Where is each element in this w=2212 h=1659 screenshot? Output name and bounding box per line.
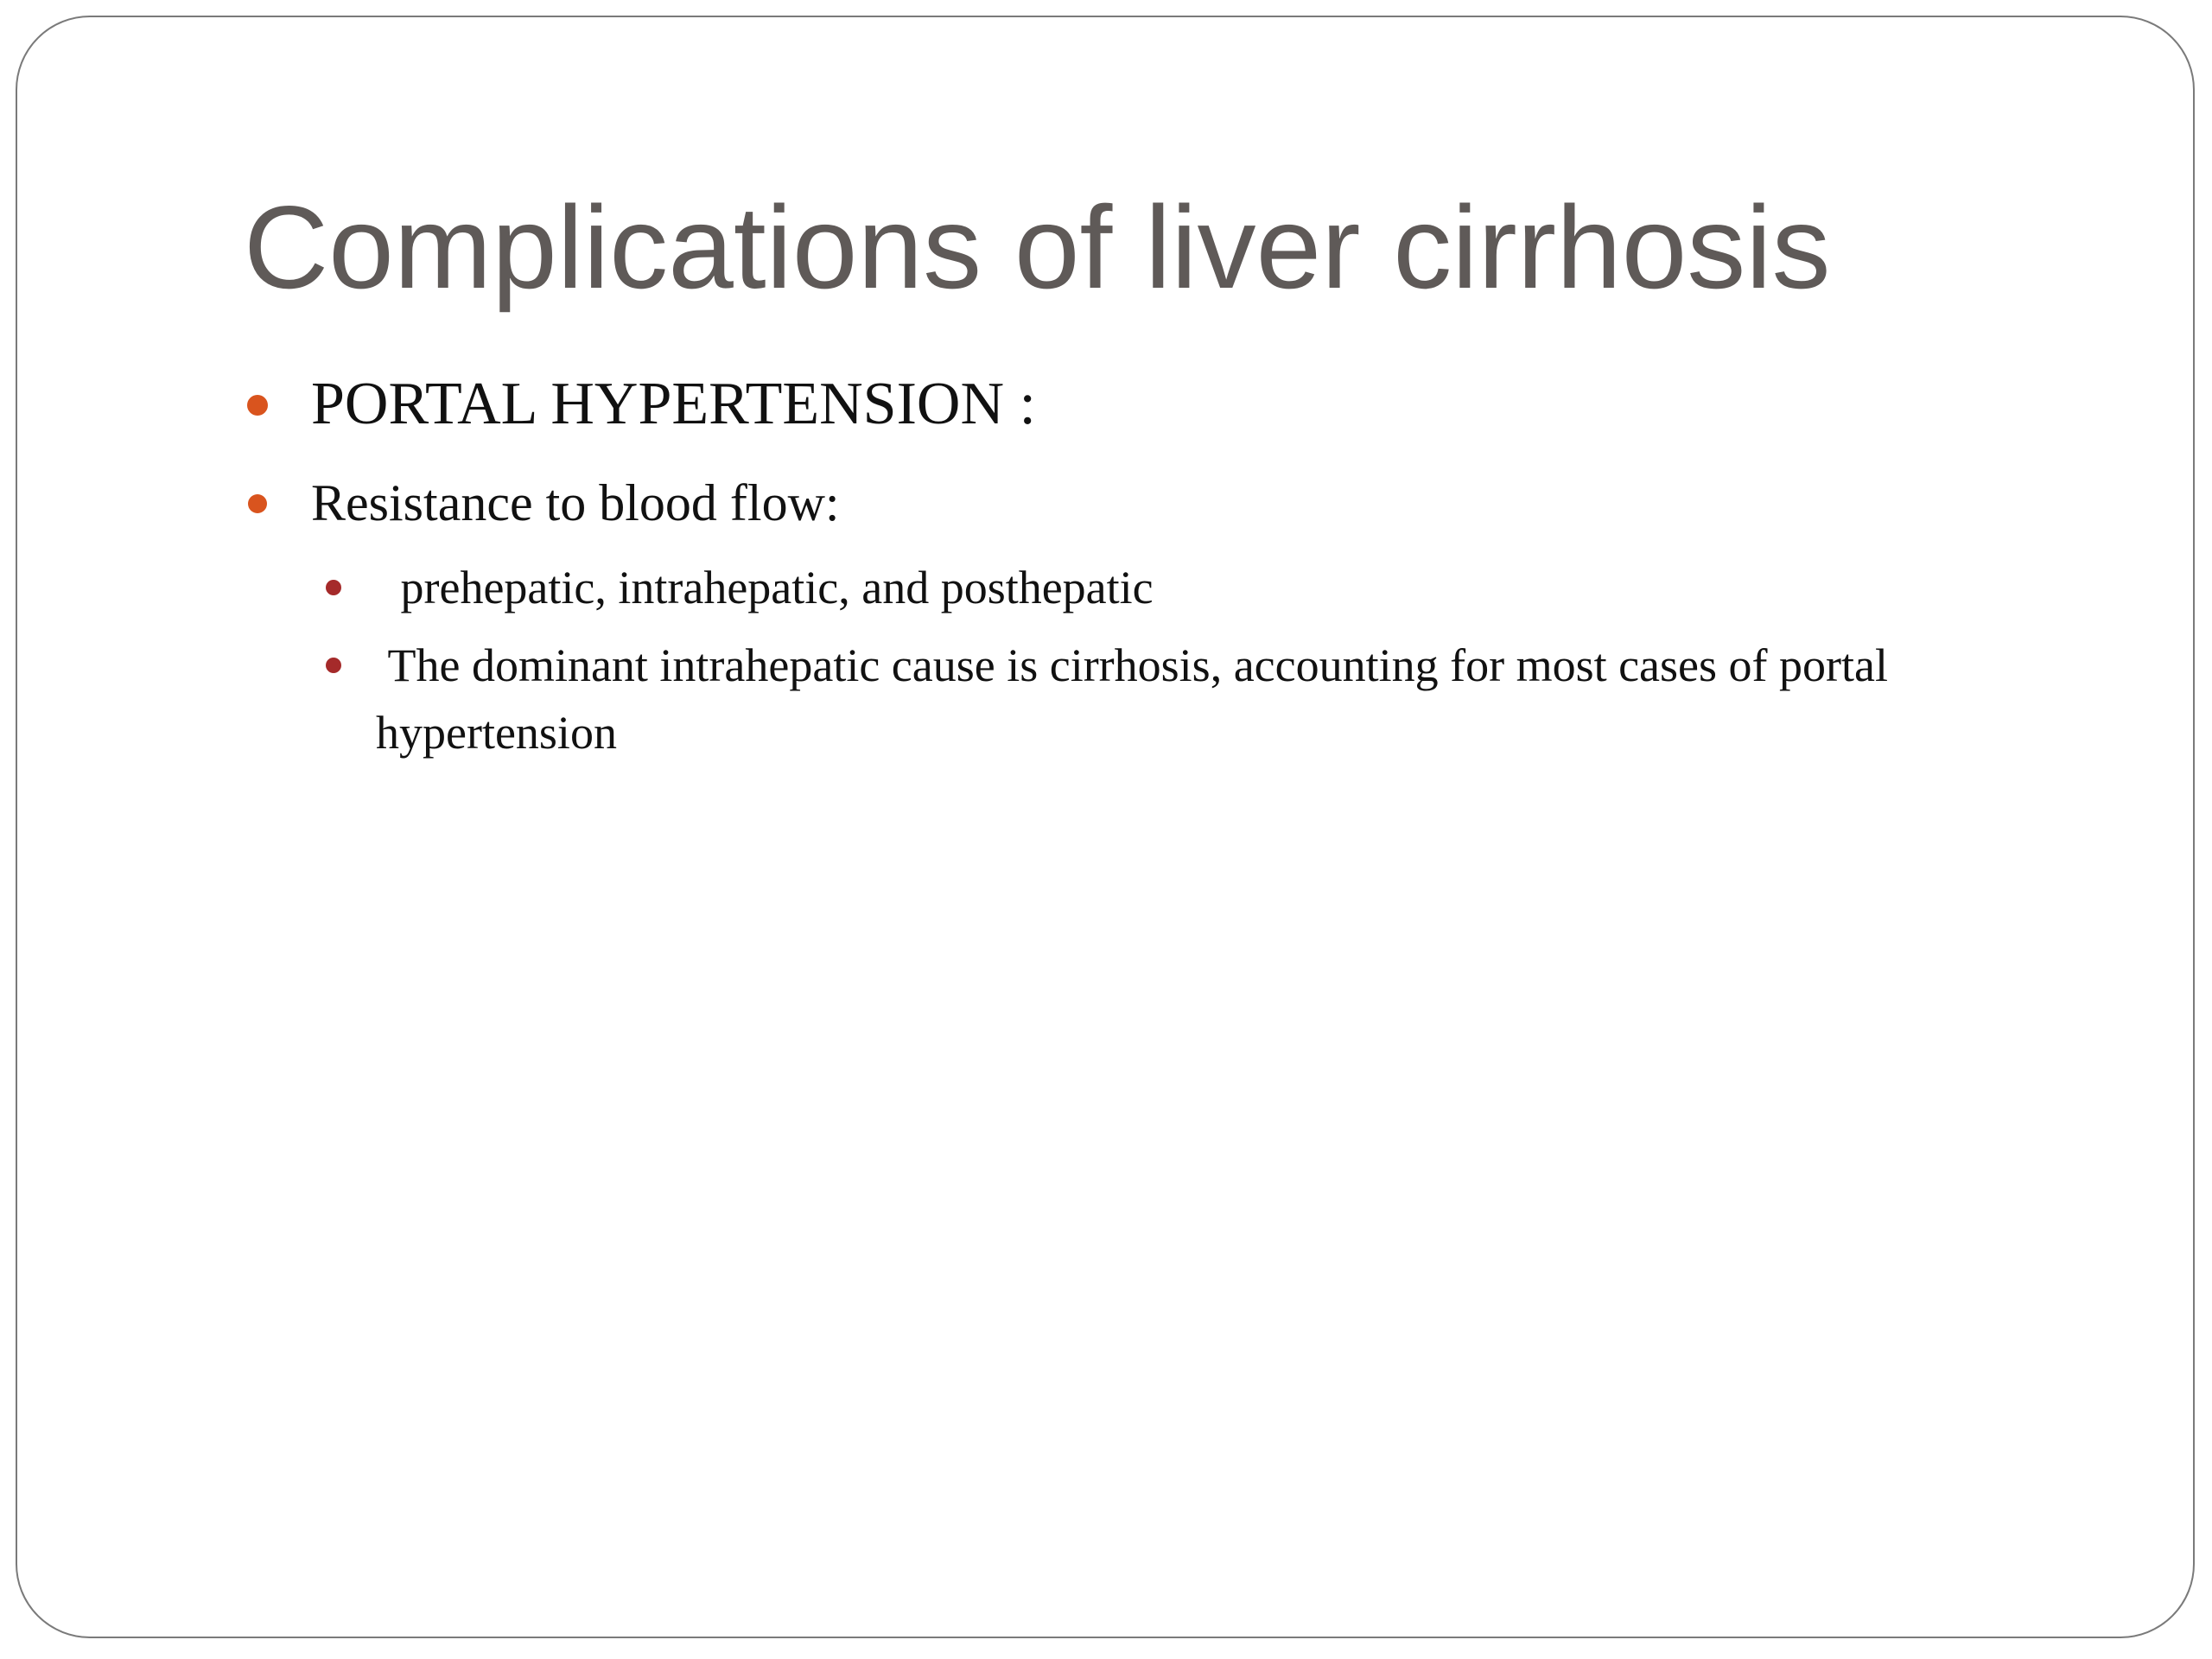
bullet-dot-icon <box>326 580 341 595</box>
bullet-text: Resistance to blood flow: <box>311 474 840 531</box>
bullet-text: The dominant intrahepatic cause is cirrhosis, accounting for most cases of portal hypertension <box>376 639 1900 759</box>
bullet-text: prehepatic, intrahepatic, and posthepatic <box>389 562 1154 613</box>
bullet-dot-icon <box>247 395 268 416</box>
bullet-dot-icon <box>326 658 341 673</box>
slide-title: Complications of liver cirrhosis <box>244 181 1831 313</box>
bullet-dot-icon <box>248 494 267 513</box>
bullet-text: PORTAL HYPERTENSION : <box>311 371 1036 437</box>
